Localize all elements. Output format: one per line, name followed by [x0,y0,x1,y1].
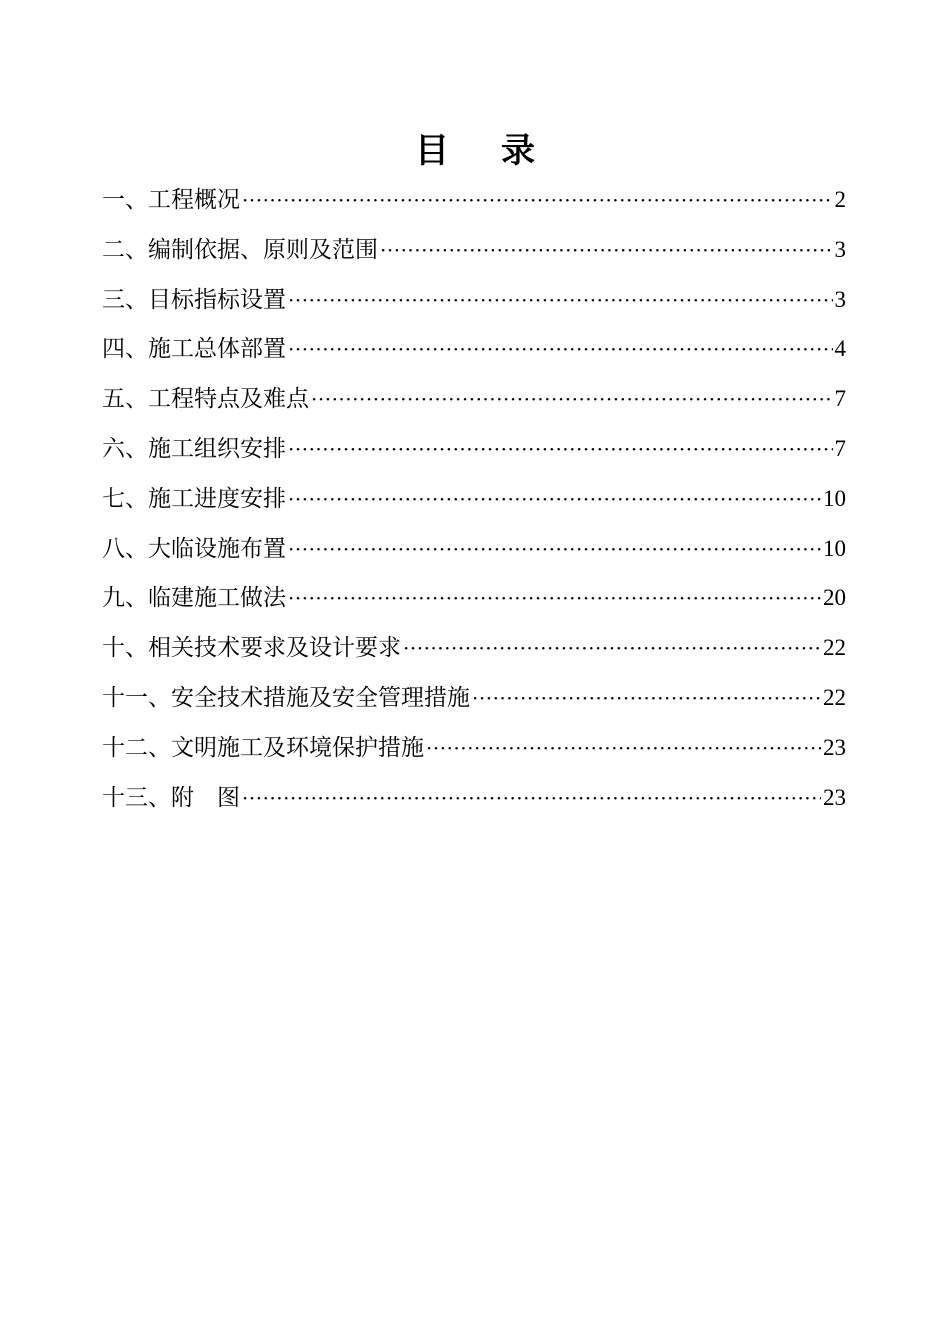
table-of-contents [102,178,846,825]
toc-dot-leader [288,477,821,521]
toc-page-number: 23 [823,734,846,760]
toc-page-number: 20 [823,585,846,611]
toc-entry[interactable] [102,527,846,577]
toc-entry-label: 九、临建施工做法 [102,585,286,612]
title-char-1: 目 [415,131,449,171]
toc-entry-label: 五、工程特点及难点 [102,386,309,413]
toc-entry[interactable] [102,377,846,427]
toc-dot-leader [288,576,821,620]
toc-page-number: 7 [834,435,846,461]
toc-entry[interactable] [102,776,846,826]
toc-entry[interactable] [102,576,846,626]
toc-entry-label: 六、施工组织安排 [102,435,286,462]
toc-entry-label: 二、编制依据、原则及范围 [102,236,378,263]
toc-dot-leader [426,726,821,770]
toc-entry[interactable] [102,626,846,676]
toc-dot-leader [311,377,833,421]
toc-entry[interactable] [102,676,846,726]
toc-entry[interactable] [102,726,846,776]
toc-page-number: 10 [823,535,846,561]
toc-page-number: 3 [834,236,846,262]
toc-page-number: 22 [823,635,846,661]
toc-dot-leader [288,327,833,371]
toc-page-number: 10 [823,485,846,511]
toc-entry[interactable] [102,327,846,377]
toc-page-number: 22 [823,684,846,710]
toc-dot-leader [380,228,833,272]
toc-entry[interactable] [102,477,846,527]
toc-dot-leader [288,527,821,571]
toc-entry-label: 十二、文明施工及环境保护措施 [102,734,424,761]
toc-dot-leader [242,776,821,820]
toc-dot-leader [242,178,833,222]
toc-entry-label: 一、工程概况 [102,187,240,213]
toc-entry-label: 四、施工总体部置 [102,336,286,363]
toc-page-number: 7 [834,386,846,412]
toc-entry-label: 十一、安全技术措施及安全管理措施 [102,684,470,711]
toc-entry[interactable] [102,228,846,278]
toc-dot-leader [288,278,833,322]
title-char-2: 录 [501,131,535,171]
toc-entry-label: 七、施工进度安排 [102,485,286,512]
toc-entry[interactable] [102,427,846,477]
page-title [0,128,950,174]
toc-page-number: 23 [823,784,846,810]
toc-dot-leader [403,626,821,670]
toc-entry[interactable] [102,178,846,228]
toc-entry-label: 八、大临设施布置 [102,535,286,562]
toc-entry-label: 十、相关技术要求及设计要求 [102,635,401,662]
toc-page-number: 4 [834,336,846,362]
toc-entry-label: 三、目标指标设置 [102,286,286,313]
toc-page-number: 2 [834,187,846,212]
toc-dot-leader [472,676,821,720]
toc-entry[interactable] [102,278,846,328]
toc-entry-label: 十三、附 图 [102,784,240,811]
toc-dot-leader [288,427,833,471]
toc-page-number: 3 [834,286,846,312]
